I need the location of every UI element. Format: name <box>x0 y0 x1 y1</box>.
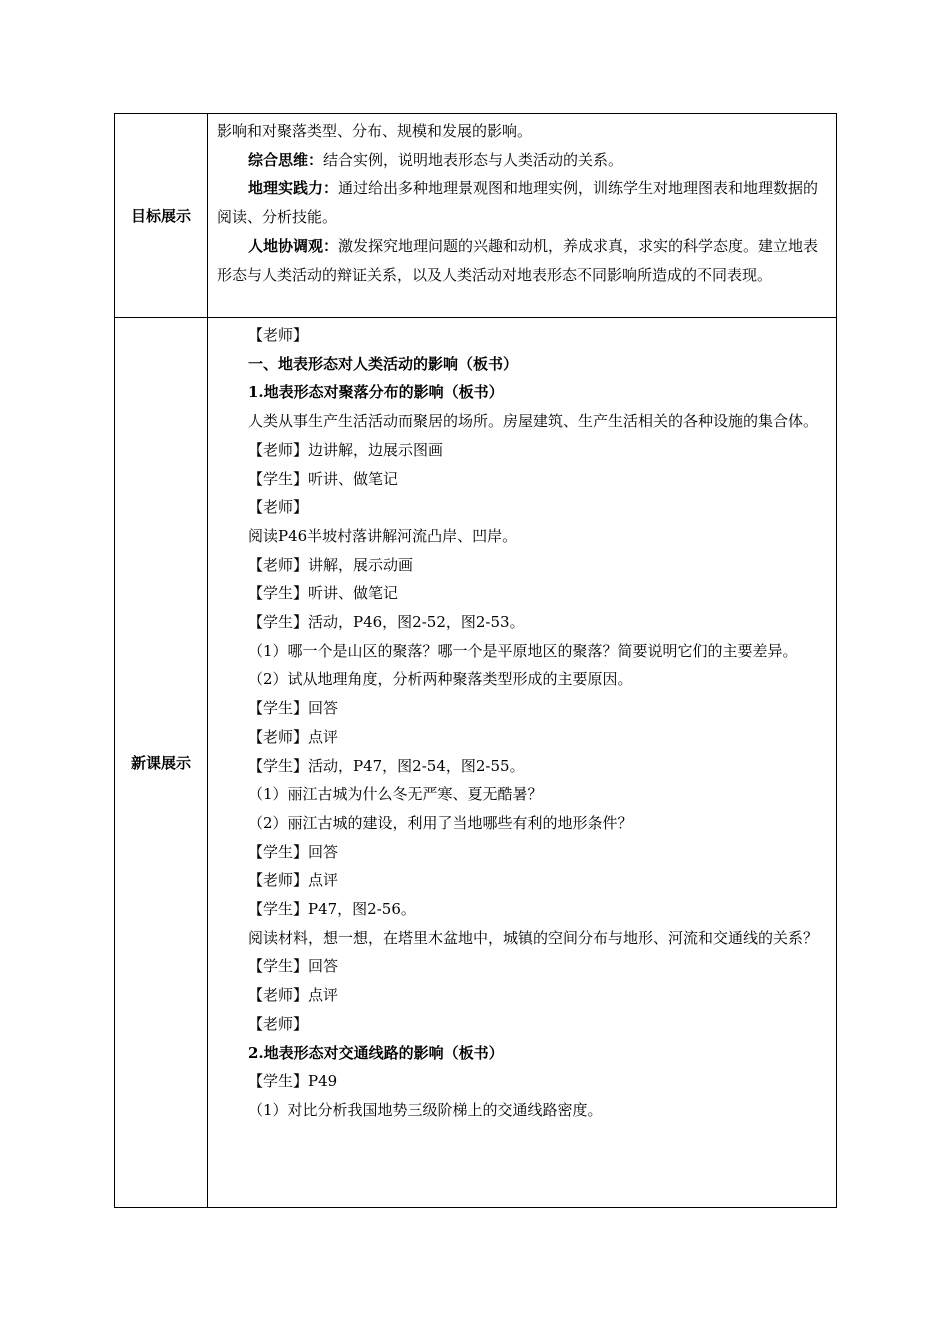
new-lesson-row <box>115 318 837 1208</box>
lesson-line: 【学生】活动，P47，图2-54，图2-55。 <box>248 756 525 775</box>
lesson-line: 【学生】听讲、做笔记 <box>248 469 399 488</box>
lesson-line: 【学生】听讲、做笔记 <box>248 584 399 603</box>
lesson-line: 【老师】点评 <box>248 986 339 1005</box>
lesson-line: 【学生】回答 <box>248 957 339 976</box>
lesson-line: 【老师】点评 <box>248 727 339 746</box>
lesson-paragraph: （1）哪一个是山区的聚落？哪一个是平原地区的聚落？简要说明它们的主要差异。 <box>248 641 798 660</box>
lesson-line: 【老师】 <box>248 326 309 344</box>
lesson-line: （1）丽江古城为什么冬无严寒、夏无酷暑？ <box>248 785 543 804</box>
lesson-subheading: 1.地表形态对聚落分布的影响（板书） <box>248 383 504 402</box>
lesson-line: 【学生】回答 <box>248 842 339 861</box>
lesson-line: 阅读P46半坡村落讲解河流凸岸、凹岸。 <box>248 526 518 545</box>
lesson-plan-table <box>114 113 837 1208</box>
lesson-line: （1）对比分析我国地势三级阶梯上的交通线路密度。 <box>248 1100 603 1119</box>
objectives-row <box>115 114 837 318</box>
lesson-paragraph: 人类从事生产生活活动而聚居的场所。房屋建筑、生产生活相关的各种设施的集合体。 <box>248 412 819 431</box>
lesson-line: 【老师】点评 <box>248 871 339 890</box>
lesson-line: （2）丽江古城的建设，利用了当地哪些有利的地形条件？ <box>248 813 633 832</box>
objective-item: 地理实践力：通过给出多种地理景观图和地理实例，训练学生对地理图表和地理数据的阅读、分析技能。 <box>217 179 819 227</box>
objectives-first-line: 影响和对聚落类型、分布、规模和发展的影响。 <box>217 122 533 140</box>
lesson-line: 【老师】 <box>248 1014 309 1033</box>
lesson-line: 【学生】P49 <box>248 1072 338 1091</box>
objective-item: 人地协调观：激发探究地理问题的兴趣和动机，养成求真，求实的科学态度。建立地表形态与人类活动的辩证关系，以及人类活动对地表形态不同影响所造成的不同表现。 <box>217 236 819 284</box>
lesson-heading: 一、地表形态对人类活动的影响（板书） <box>248 354 519 373</box>
objectives-label: 目标展示 <box>115 114 208 318</box>
lesson-line: 【学生】P47，图2-56。 <box>248 900 416 919</box>
new-lesson-content <box>208 318 837 1208</box>
lesson-paragraph: 阅读材料，想一想，在塔里木盆地中，城镇的空间分布与地形、河流和交通线的关系？ <box>248 928 819 947</box>
lesson-line: 【学生】回答 <box>248 699 339 718</box>
new-lesson-label: 新课展示 <box>115 318 208 1208</box>
lesson-line: （2）试从地理角度，分析两种聚落类型形成的主要原因。 <box>248 670 633 689</box>
lesson-line: 【老师】边讲解，边展示图画 <box>248 440 444 459</box>
lesson-line: 【学生】活动，P46，图2-52，图2-53。 <box>248 613 525 632</box>
objective-item: 综合思维：结合实例，说明地表形态与人类活动的关系。 <box>248 150 624 169</box>
objectives-content <box>208 114 837 318</box>
lesson-line: 【老师】讲解，展示动画 <box>248 555 414 574</box>
lesson-subheading: 2.地表形态对交通线路的影响（板书） <box>248 1043 504 1062</box>
lesson-line: 【老师】 <box>248 498 309 517</box>
